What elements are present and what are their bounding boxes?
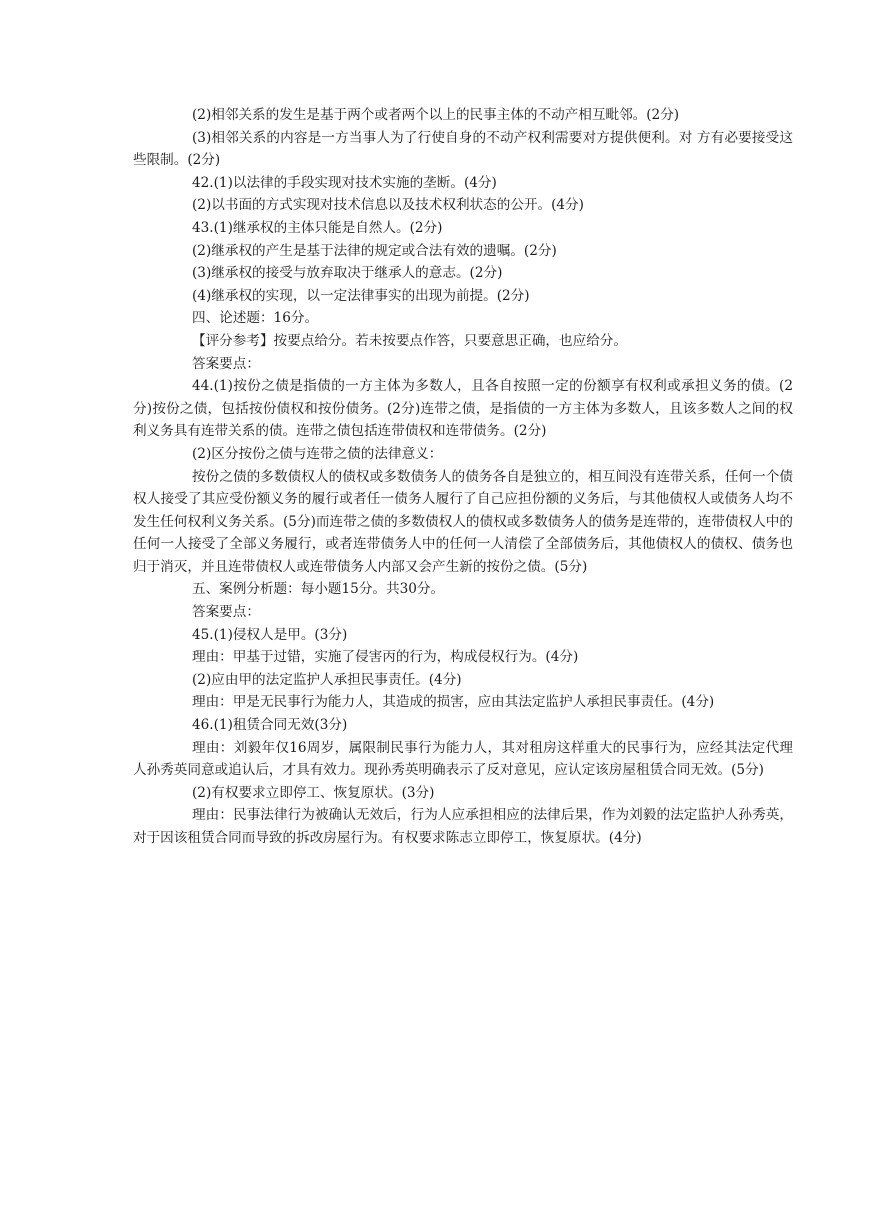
paragraph-q46-2: (2)有权要求立即停工、恢复原状。(3分) [192,784,435,801]
answer-text-block [133,104,793,850]
paragraph-q46-2-reason: 理由：民事法律行为被确认无效后，行为人应承担相应的法律后果，作为刘毅的法定监护人孙秀英，对于因该租赁合同而导致的拆改房屋行为。有权要求陈志立即停工，恢复原状。(4分) [133,807,793,846]
paragraph-q45-1: 45.(1)侵权人是甲。(3分) [192,626,348,643]
paragraph-q44-2: (2)区分按份之债与连带之债的法律意义： [192,445,443,462]
paragraph-q44-1: 44.(1)按份之债是指债的一方主体为多数人，且各自按照一定的份额享有权利或承担义务的债。(2分)按份之债，包括按份债权和按份债务。(2分)连带之债，是指债的一方主体为多数人，且该多数人之间的权利义务具有连带关系的债。连带之债包括连带债权和连带债务。(2分) [133,378,793,440]
paragraph-q45-1-reason: 理由：甲基于过错，实施了侵害丙的行为，构成侵权行为。(4分) [192,649,579,666]
paragraph-q43-2: (2)继承权的产生是基于法律的规定或合法有效的遗嘱。(2分) [192,242,557,259]
paragraph-q46-1: 46.(1)租赁合同无效(3分) [192,717,348,734]
paragraph-q42-2: (2)以书面的方式实现对技术信息以及技术权利状态的公开。(4分) [192,197,584,214]
paragraph-neighbor-2: (2)相邻关系的发生是基于两个或者两个以上的民事主体的不动产相互毗邻。(2分) [192,107,680,123]
answer-key-label: 答案要点： [192,604,260,621]
paragraph-q45-2: (2)应由甲的法定监护人承担民事责任。(4分) [192,671,462,688]
section-heading-essay: 四、论述题：16分。 [192,310,319,327]
paragraph-neighbor-3: (3)相邻关系的内容是一方当事人为了行使自身的不动产权利需要对方提供便利。对 方有必要接受这些限制。(2分) [133,129,793,169]
section-heading-case: 五、案例分析题：每小题15分。共30分。 [192,581,445,598]
answer-key-label: 答案要点： [192,355,260,372]
paragraph-q43-1: 43.(1)继承权的主体只能是自然人。(2分) [192,219,443,236]
paragraph-q44-2-body: 按份之债的多数债权人的债权或多数债务人的债务各自是独立的，相互间没有连带关系，任何一个债权人接受了其应受份额义务的履行或者任一债务人履行了自己应担份额的义务后，与其他债权人或债务人均不发生任何权利义务关系。(5分)而连带之债的多数债权人的债权或多数债务人的债务是连带的，连带债权人中的任何一人接受了全部义务履行，或者连带债务人中的任何一人清偿了全部债务后，其他债权人的债权、债务也归于消灭，并且连带债权人或连带债务人内部又会产生新的按份之债。(5分) [133,468,793,575]
scoring-reference: 【评分参考】按要点给分。若未按要点作答，只要意思正确，也应给分。 [192,332,627,349]
paragraph-q45-2-reason: 理由：甲是无民事行为能力人，其造成的损害，应由其法定监护人承担民事责任。(4分) [192,694,715,711]
paragraph-q46-1-reason: 理由：刘毅年仅16周岁，属限制民事行为能力人，其对租房这样重大的民事行为，应经其法定代理人孙秀英同意或追认后，才具有效力。现孙秀英明确表示了反对意见，应认定该房屋租赁合同无效。(5分) [133,739,793,779]
paragraph-q43-4: (4)继承权的实现，以一定法律事实的出现为前提。(2分) [192,287,530,304]
paragraph-q42-1: 42.(1)以法律的手段实现对技术实施的垄断。(4分) [192,174,497,191]
paragraph-q43-3: (3)继承权的接受与放弃取决于继承人的意志。(2分) [192,265,503,282]
